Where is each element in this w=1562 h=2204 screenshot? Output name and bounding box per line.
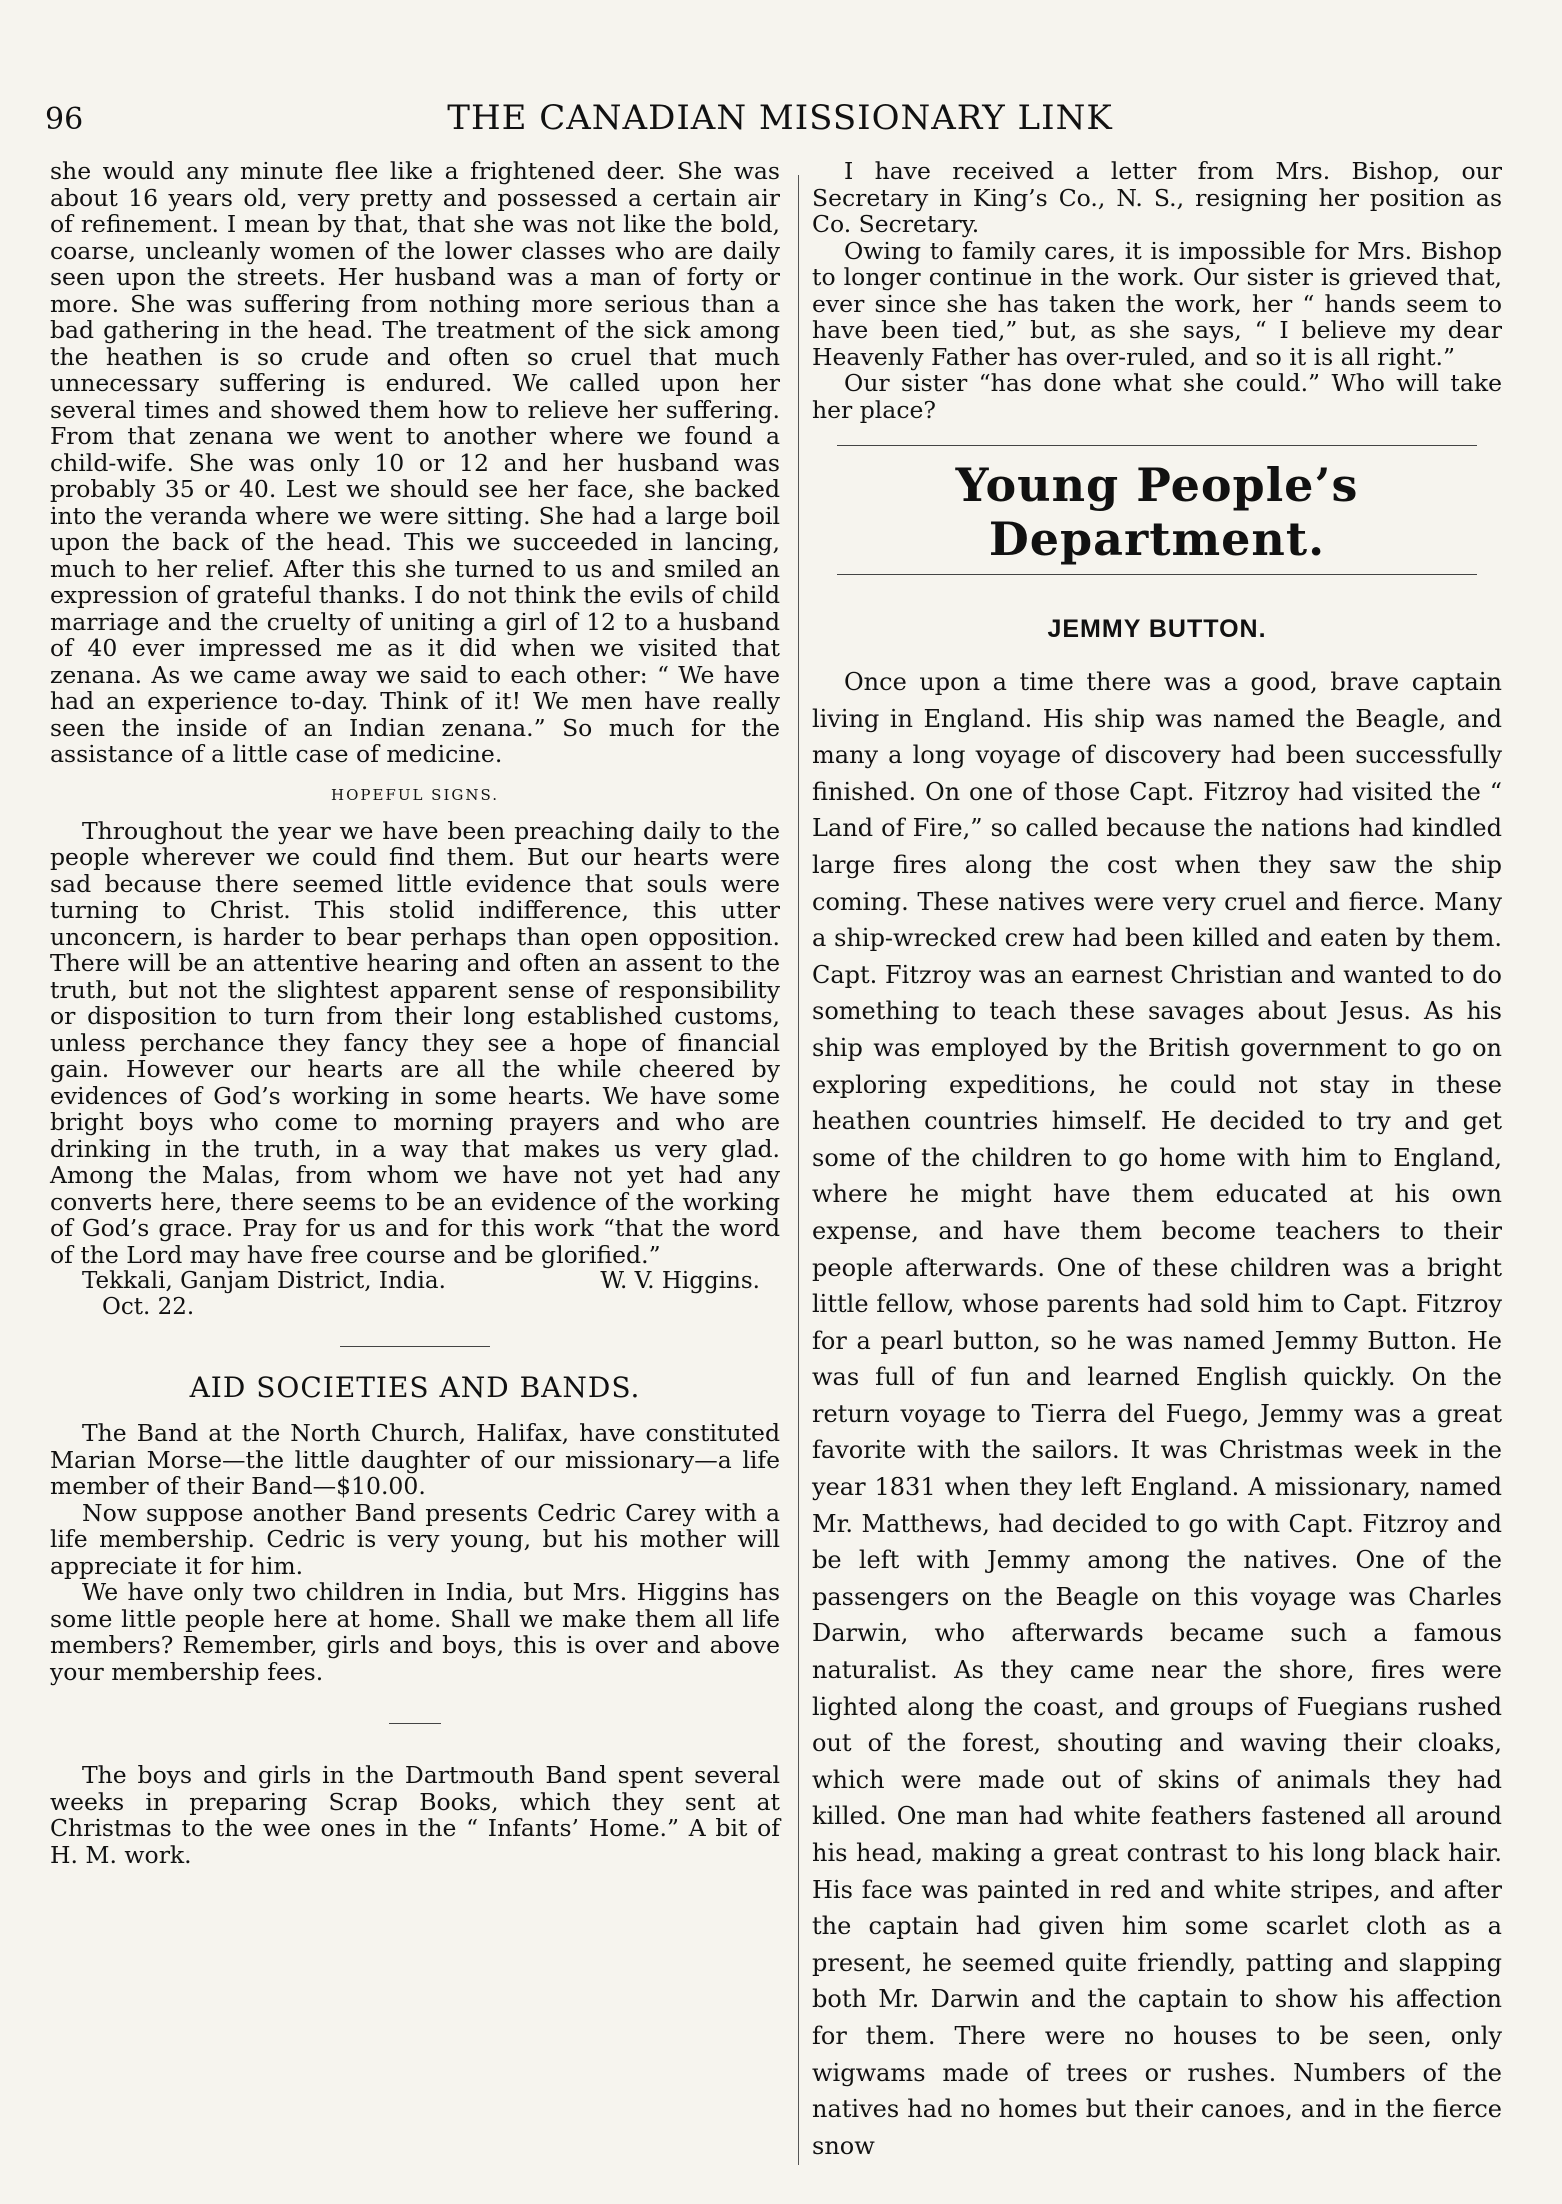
signature-name: W. V. Higgins. [600,1268,760,1294]
left-column [50,158,780,1868]
column-divider [798,175,799,2165]
divider-rule [837,445,1477,446]
page-number: 96 [45,102,84,137]
signature-place: Tekkali, Ganjam District, India. [82,1268,446,1294]
signature-date: Oct. 22. [102,1294,195,1320]
article-paragraph: The boys and girls in the Dartmouth Band spent several weeks in preparing Scrap Books, which they sent at Christmas to the wee ones in the “ Infants’ Home.” A bit of H. M. work. [50,1761,780,1869]
divider-rule [389,1723,441,1724]
article-paragraph: Our sister “has done what she could.” Who will take her place? [812,369,1502,424]
divider-rule [837,574,1477,575]
story-title: JEMMY BUTTON. [1047,615,1267,643]
journal-title: THE CANADIAN MISSIONARY LINK [447,98,1113,138]
letter-notice [812,158,1502,423]
page-header [45,98,1515,148]
signature-line [50,1268,780,1294]
article-paragraph: Owing to family cares, it is impossible for Mrs. Bishop to longer continue in the work. Our sister is grieved that, ever since she has taken the work, her “ hands seem to have been tied,” but, as she says, “ I believe my dear Heavenly Father has over-ruled, and so it is all right.” [812,236,1502,371]
article-paragraph: Throughout the year we have been preaching daily to the people wherever we could find them. But our hearts were sad because there seemed little evidence that souls were turning to Christ. This stolid indifference, this utter unconcern, is harder to bear perhaps than open opposition. There will be an attentive hearing and often an assent to the truth, but not the slightest apparent sense of responsibility or disposition to turn from their long established customs, unless perchance they fancy they see a hope of financial gain. However our hearts are all the while cheered by evidences of God’s working in some hearts. We have some bright boys who come to morning prayers and who are drinking in the truth, in a way that makes us very glad. Among the Malas, from whom we have not yet had any converts here, there seems to be an evidence of the working of God’s grace. Pray for us and for this work “that the word of the Lord may have free course and be glorified.” [50,816,780,1269]
story-body [812,664,1502,2164]
article-paragraph: she would any minute flee like a frightened deer. She was about 16 years old, very pretty and possessed a certain air of refinement. I mean by that, that she was not like the bold, coarse, uncleanly women of the lower classes who are daily seen upon the streets. Her husband was a man of forty or more. She was suffering from nothing more serious than a bad gathering in the head. The treatment of the sick among the heathen is so crude and often so cruel that much unnecessary suffering is endured. We called upon her several times and showed them how to relieve her suffering. From that zenana we went to another where we found a child-wife. She was only 10 or 12 and her husband was probably 35 or 40. Lest we should see her face, she backed into the veranda where we were sitting. She had a large boil upon the back of the head. This we succeeded in lancing, much to her relief. After this she turned to us and smiled an expression of grateful thanks. I do not think the evils of child marriage and the cruelty of uniting a girl of 12 to a husband of 40 ever impressed me as it did when we visited that zenana. As we came away we said to each other: “ We have had an experience to-day. Think of it! We men have really seen the inside of an Indian zenana.” So much for the assistance of a little case of medicine. [50,157,780,768]
department-title: Young People’s Department. [955,458,1359,566]
section-heading-hopeful-signs: HOPEFUL SIGNS. [330,785,500,804]
article-paragraph: Once upon a time there was a good, brave captain living in England. His ship was named the Beagle, and many a long voyage of discovery had been successfully finished. On one of those Capt. Fitzroy had visited the “ Land of Fire,” so called because the nations had kindled large fires along the cost when they saw the ship coming. These natives were very cruel and fierce. Many a ship-wrecked crew had been killed and eaten by them. Capt. Fitzroy was an earnest Christian and wanted to do something to teach these savages about Jesus. As his ship was employed by the British government to go on exploring expeditions, he could not stay in these heathen countries himself. He decided to try and get some of the children to go home with him to England, where he might have them educated at his own expense, and have them become teachers to their people afterwards. One of these children was a bright little fellow, whose parents had sold him to Capt. Fitzroy for a pearl button, so he was named Jemmy Button. He was full of fun and learned English quickly. On the return voyage to Tierra del Fuego, Jemmy was a great favorite with the sailors. It was Christmas week in the year 1831 when they left England. A missionary, named Mr. Matthews, had decided to go with Capt. Fitzroy and be left with Jemmy among the natives. One of the passengers on the Beagle on this voyage was Charles Darwin, who afterwards became such a famous naturalist. As they came near the shore, fires were lighted along the coast, and groups of Fuegians rushed out of the forest, shouting and waving their cloaks, which were made out of skins of animals they had killed. One man had white feathers fastened all around his head, making a great contrast to his long black hair. His face was painted in red and white stripes, and after the captain had given him some scarlet cloth as a present, he seemed quite friendly, patting and slapping both Mr. Darwin and the captain to show his affection for them. There were no houses to be seen, only wigwams made of trees or rushes. Numbers of the natives had no homes but their canoes, and in the fierce snow [812,668,1502,2160]
right-column [812,158,1502,2164]
divider-rule [340,1346,490,1347]
article-paragraph: Now suppose another Band presents Cedric Carey with a life membership. Cedric is very young, but his mother will appreciate it for him. [50,1498,780,1580]
article-paragraph: We have only two children in India, but Mrs. Higgins has some little people here at home. Shall we make them all life members? Remember, girls and boys, this is over and above your membership fees. [50,1578,780,1686]
article-paragraph: The Band at the North Church, Halifax, have constituted Marian Morse—the little daughter of our missionary—a life member of their Band—$10.00. [50,1419,780,1500]
section-heading-aid-societies: AID SOCIETIES AND BANDS. [189,1371,641,1404]
article-paragraph: I have received a letter from Mrs. Bishop, our Secretary in King’s Co., N. S., resigning her position as Co. Secretary. [812,157,1502,238]
